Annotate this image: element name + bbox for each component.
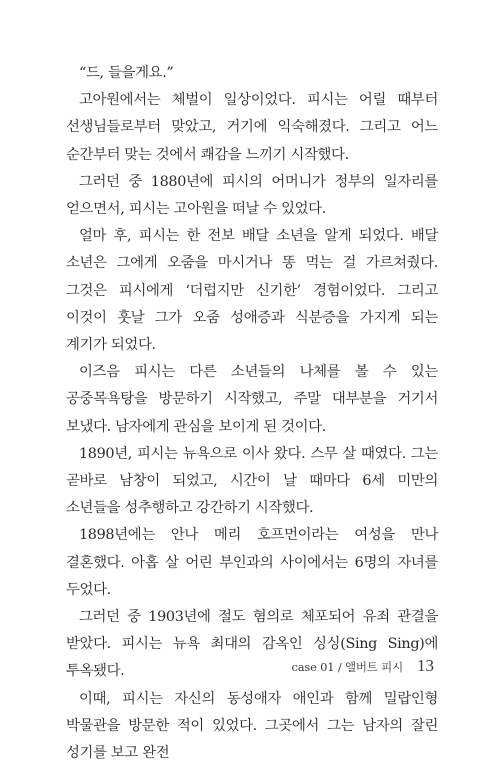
paragraph: 1898년에는 안나 메리 호프먼이라는 여성을 만나 결혼했다. 아홉 살 어린 부인과의 사이에서는 6명의 자녀를 두었다. bbox=[66, 527, 438, 598]
page-footer bbox=[292, 656, 434, 676]
paragraph: 그러던 중 1903년에 절도 혐의로 체포되어 유죄 관결을 받았다. 피시는 뉴욕 최대의 감옥인 싱싱(Sing Sing)에 투옥됐다. bbox=[66, 609, 438, 680]
paragraph: “드, 들을게요.” bbox=[79, 65, 174, 81]
paragraph: 이즈음 피시는 다른 소년들의 나체를 볼 수 있는 공중목욕탕을 방문하기 시작했고, 주말 대부분을 거기서 보냈다. 남자에게 관심을 보이게 된 것이다. bbox=[66, 364, 438, 435]
paragraph: 고아원에서는 체벌이 일상이었다. 피시는 어릴 때부터 선생님들로부터 맞았고, 거기에 익숙해졌다. 그리고 어느 순간부터 맞는 것에서 쾌감을 느끼기 시작했다. bbox=[66, 92, 438, 163]
paragraph: 이때, 피시는 자신의 동성애자 애인과 함께 밀랍인형 박물관을 방문한 적이 있었다. 그곳에서 그는 남자의 잘린 성기를 보고 완전 bbox=[66, 690, 438, 762]
running-head: case 01 / 앨버트 피시 bbox=[291, 660, 403, 674]
page-number: 13 bbox=[417, 656, 434, 675]
paragraph: 1890년, 피시는 뉴욕으로 이사 왔다. 스무 살 때였다. 그는 곧바로 남창이 되었고, 시간이 날 때마다 6세 미만의 소년들을 성추행하고 강간하기 시작했다. bbox=[66, 445, 438, 517]
paragraph: 얼마 후, 피시는 한 전보 배달 소년을 알게 되었다. 배달 소년은 그에게 오줌을 마시거나 똥 먹는 걸 가르쳐줬다. 그것은 피시에게 ‘더럽지만 신기한’ 경험이었다. 그리고 이것이 훗날 그가 오줌 성애증과 식분증을 가지게 되는 계기가 되었다. bbox=[66, 228, 438, 354]
paragraph: 그러던 중 1880년에 피시의 어머니가 정부의 일자리를 얻으면서, 피시는 고아원을 떠날 수 있었다. bbox=[66, 173, 438, 218]
